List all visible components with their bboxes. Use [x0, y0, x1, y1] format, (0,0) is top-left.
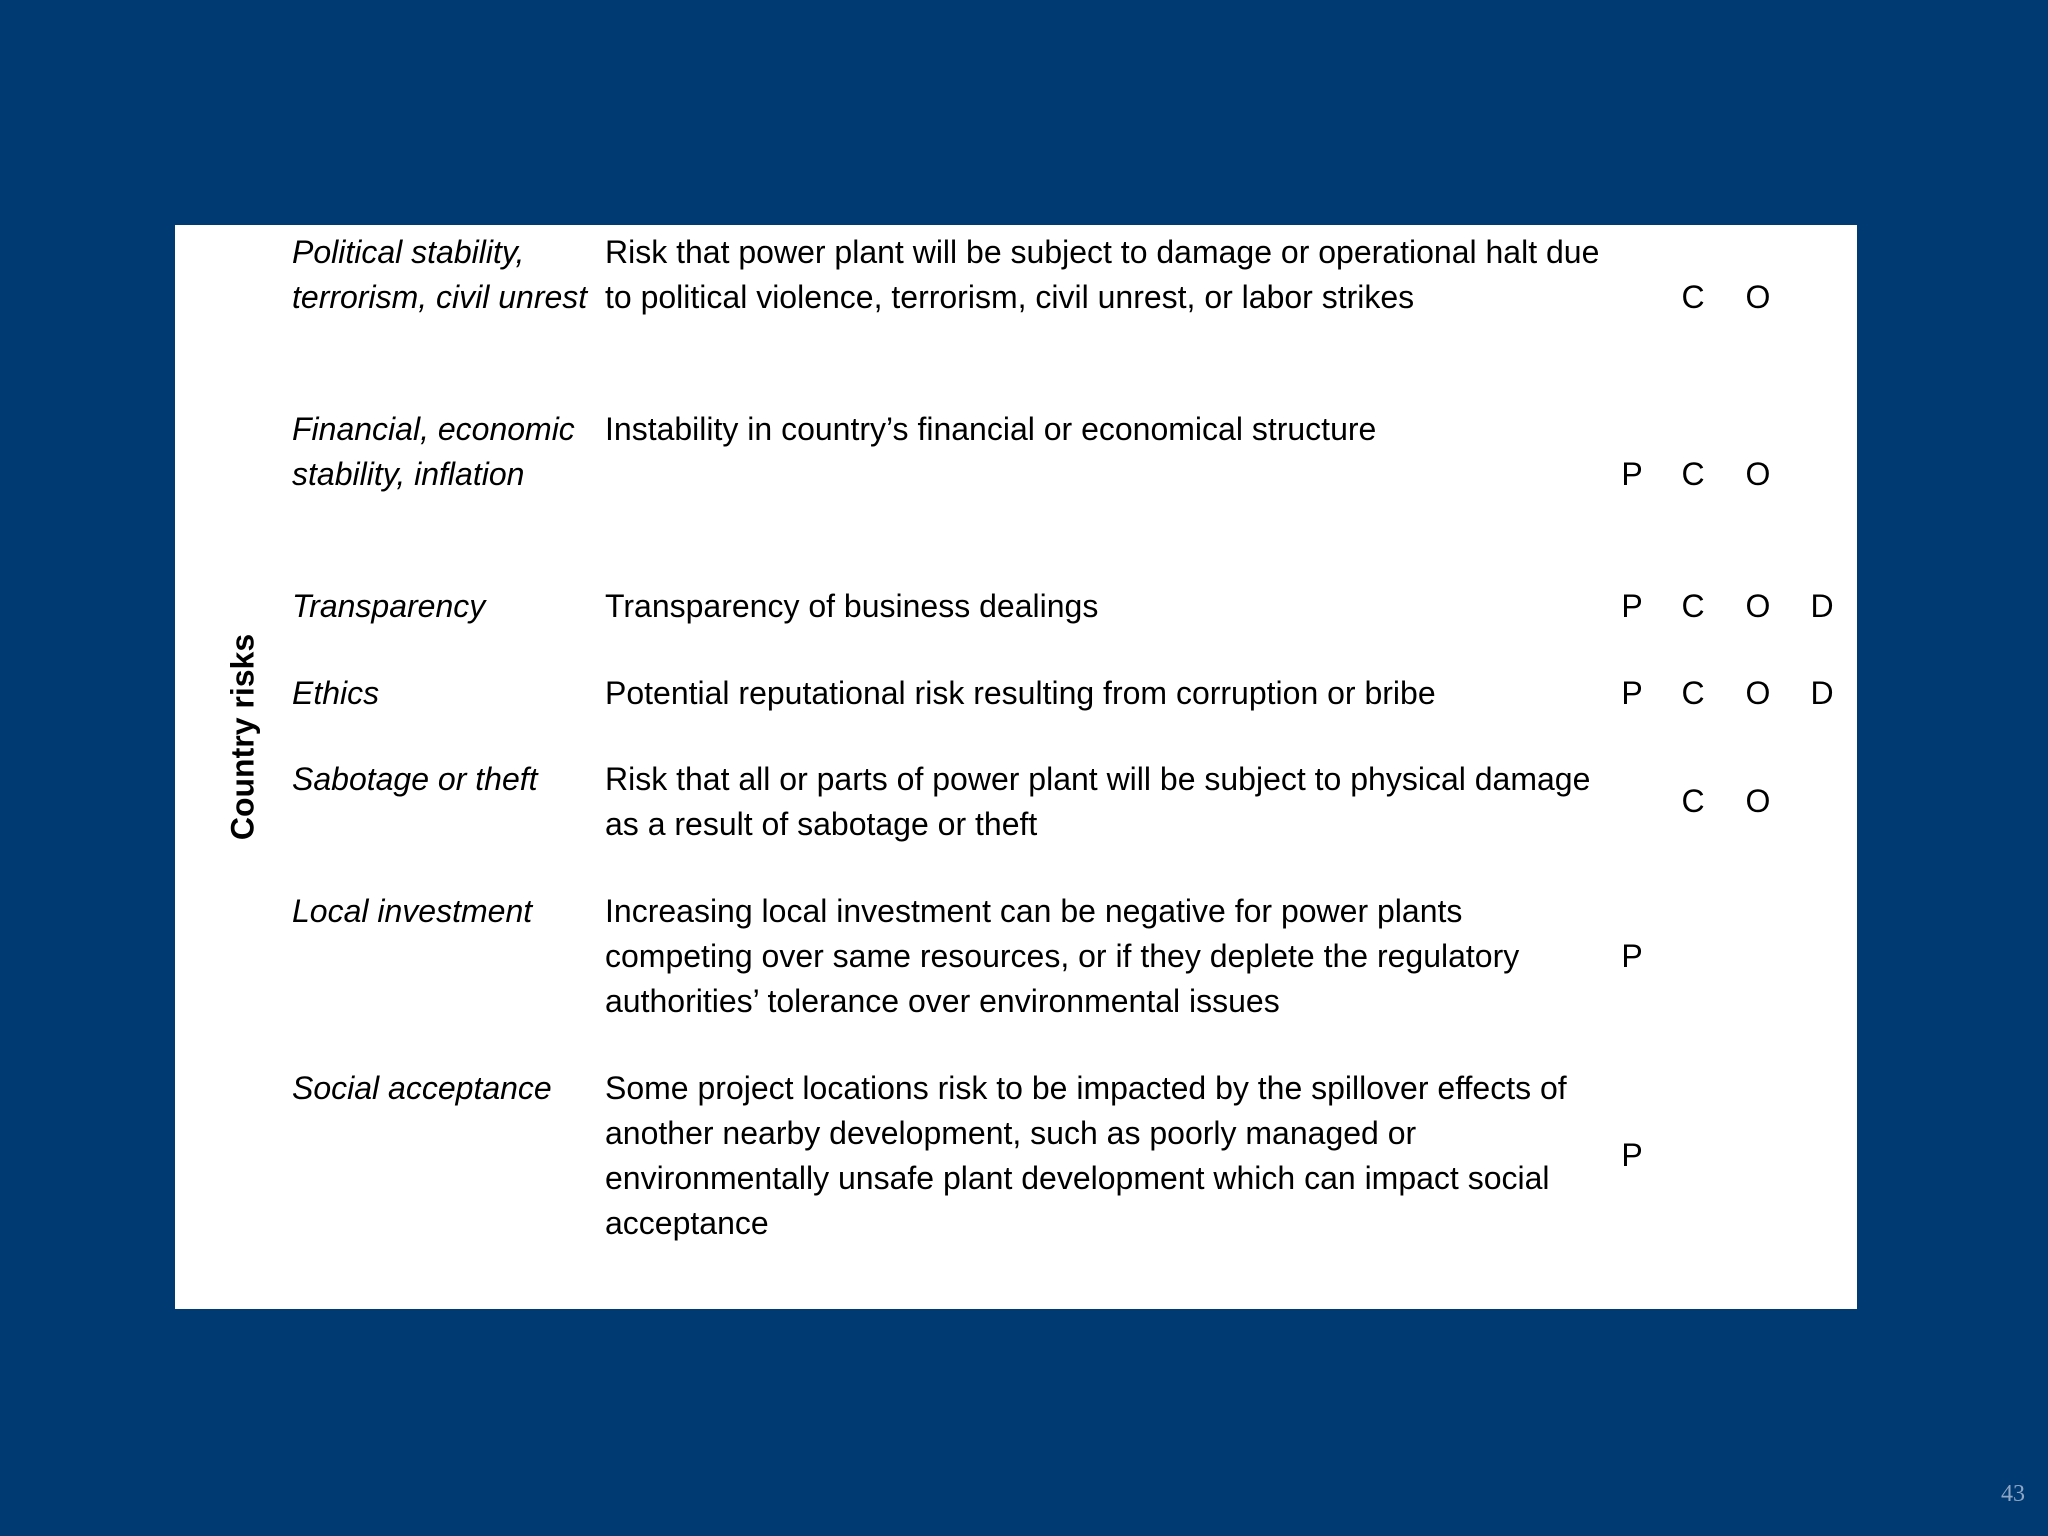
risk-name: Social acceptance	[292, 1070, 552, 1106]
flag-o: O	[1745, 279, 1771, 315]
table-row	[175, 671, 1857, 716]
flag-c: C	[1681, 456, 1705, 492]
flag-c: C	[1681, 675, 1705, 711]
risk-description: Potential reputational risk resulting from corruption or bribe	[605, 675, 1436, 711]
flag-p: P	[1621, 1137, 1643, 1173]
table-row	[175, 889, 1857, 1029]
risk-description: Some project locations risk to be impacted by the spillover effects of another nearby development, such as poorly managed or environmentally unsafe plant development which can impact social acceptance	[605, 1070, 1567, 1241]
side-label: Country risks	[224, 633, 261, 841]
page-number: 43	[2001, 1481, 2025, 1507]
flag-p: P	[1621, 588, 1643, 624]
risk-name: Transparency	[292, 588, 486, 624]
risk-description: Transparency of business dealings	[605, 588, 1099, 624]
flag-p: P	[1621, 938, 1643, 974]
table-row	[175, 407, 1857, 547]
risk-name: Sabotage or theft	[292, 761, 538, 797]
table-row	[175, 230, 1857, 370]
risk-name: Ethics	[292, 675, 380, 711]
risk-table	[175, 225, 1857, 1309]
flag-c: C	[1681, 588, 1705, 624]
risk-description: Risk that all or parts of power plant will be subject to physical damage as a result of sabotage or theft	[605, 761, 1591, 842]
flag-p: P	[1621, 456, 1643, 492]
table-row	[175, 1066, 1857, 1251]
flag-o: O	[1745, 588, 1771, 624]
risk-name: Local investment	[292, 893, 533, 929]
flag-o: O	[1745, 456, 1771, 492]
table-row	[175, 757, 1857, 847]
risk-name: Political stability, terrorism, civil unrest	[292, 234, 588, 315]
flag-c: C	[1681, 279, 1705, 315]
risk-description: Risk that power plant will be subject to damage or operational halt due to political violence, terrorism, civil unrest, or labor strikes	[605, 234, 1600, 315]
flag-c: C	[1681, 783, 1705, 819]
flag-p: P	[1621, 675, 1643, 711]
flag-d: D	[1810, 588, 1834, 624]
flag-o: O	[1745, 675, 1771, 711]
risk-name: Financial, economic stability, inflation	[292, 411, 575, 492]
flag-d: D	[1810, 675, 1834, 711]
risk-description: Increasing local investment can be negative for power plants competing over same resources, or if they deplete the regulatory authorities’ tolerance over environmental issues	[605, 893, 1520, 1019]
risk-description: Instability in country’s financial or economical structure	[605, 411, 1377, 447]
flag-o: O	[1745, 783, 1771, 819]
table-row	[175, 584, 1857, 629]
